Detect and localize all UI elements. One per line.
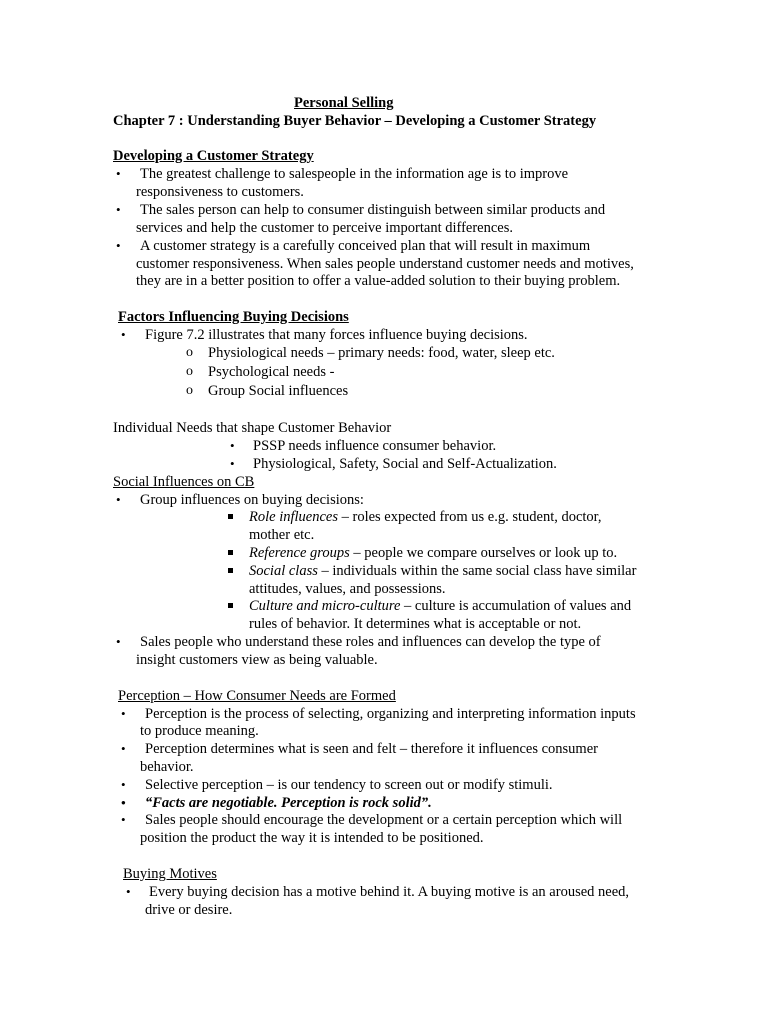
- circle-bullet-icon: o: [186, 383, 193, 398]
- bullet-icon: •: [230, 456, 235, 471]
- paragraph-line: position the product the way it is intended to be positioned.: [140, 830, 484, 846]
- paragraph-line: insight customers view as being valuable.: [136, 652, 378, 668]
- bullet-icon: •: [116, 202, 121, 217]
- paragraph-line: Perception determines what is seen and felt – therefore it influences consumer: [145, 741, 598, 757]
- heading-buying-factors: Factors Influencing Buying Decisions: [118, 309, 349, 325]
- circle-bullet-icon: o: [186, 345, 193, 360]
- influence-item: Reference groups – people we compare ourselves or look up to.: [249, 545, 618, 561]
- paragraph-line: Every buying decision has a motive behind it. A buying motive is an aroused need,: [149, 884, 630, 900]
- bullet-icon: •: [121, 795, 126, 810]
- paragraph-line: services and help the customer to perceive important differences.: [136, 220, 513, 236]
- bullet-icon: •: [126, 884, 131, 899]
- paragraph-line: responsiveness to customers.: [136, 184, 304, 200]
- influence-item: Social class – individuals within the same social class have similar: [249, 563, 637, 579]
- bullet-icon: •: [116, 238, 121, 253]
- paragraph-line: Group influences on buying decisions:: [140, 492, 364, 508]
- paragraph-line: they are in a better position to offer a value-added solution to their buying problem.: [136, 273, 621, 289]
- paragraph-line: customer responsiveness. When sales people understand customer needs and motives,: [136, 256, 634, 272]
- heading-customer-strategy: Developing a Customer Strategy: [113, 148, 314, 164]
- paragraph-line: Selective perception – is our tendency to screen out or modify stimuli.: [145, 777, 553, 793]
- bullet-icon: •: [121, 777, 126, 792]
- paragraph-line: Physiological, Safety, Social and Self-Actualization.: [253, 456, 557, 472]
- influence-item-cont: mother etc.: [249, 527, 315, 543]
- paragraph-line: Perception is the process of selecting, organizing and interpreting information inputs: [145, 706, 636, 722]
- quote-line: “Facts are negotiable. Perception is rock solid”.: [145, 795, 432, 811]
- paragraph-line: PSSP needs influence consumer behavior.: [253, 438, 497, 454]
- paragraph-line: Sales people should encourage the development or a certain perception which will: [145, 812, 623, 828]
- influence-item-cont: rules of behavior. It determines what is acceptable or not.: [249, 616, 582, 632]
- influence-item-cont: attitudes, values, and possessions.: [249, 581, 446, 597]
- heading-buying-motives: Buying Motives: [123, 866, 217, 882]
- paragraph-line: A customer strategy is a carefully conceived plan that will result in maximum: [140, 238, 591, 254]
- sub-item: Group Social influences: [208, 383, 349, 399]
- paragraph-line: The greatest challenge to salespeople in the information age is to improve: [140, 166, 569, 182]
- bullet-icon: •: [121, 327, 126, 342]
- sub-item: Physiological needs – primary needs: food, water, sleep etc.: [208, 345, 555, 361]
- document-title: Personal Selling: [294, 95, 394, 111]
- heading-individual-needs: Individual Needs that shape Customer Behavior: [113, 420, 392, 436]
- sub-item: Psychological needs -: [208, 364, 335, 380]
- square-bullet-icon: [228, 603, 233, 608]
- bullet-icon: •: [121, 741, 126, 756]
- bullet-icon: •: [121, 812, 126, 827]
- bullet-icon: •: [230, 438, 235, 453]
- bullet-icon: •: [116, 492, 121, 507]
- heading-social-influences: Social Influences on CB: [113, 474, 255, 490]
- paragraph-line: to produce meaning.: [140, 723, 259, 739]
- paragraph-line: drive or desire.: [145, 902, 233, 918]
- influence-item: Role influences – roles expected from us e.g. student, doctor,: [249, 509, 602, 525]
- bullet-icon: •: [116, 634, 121, 649]
- paragraph-line: Sales people who understand these roles and influences can develop the type of: [140, 634, 601, 650]
- square-bullet-icon: [228, 568, 233, 573]
- bullet-icon: •: [116, 166, 121, 181]
- paragraph-line: behavior.: [140, 759, 194, 775]
- paragraph-line: Figure 7.2 illustrates that many forces influence buying decisions.: [145, 327, 528, 343]
- heading-perception: Perception – How Consumer Needs are Formed: [118, 688, 396, 704]
- square-bullet-icon: [228, 550, 233, 555]
- influence-item: Culture and micro-culture – culture is accumulation of values and: [249, 598, 632, 614]
- bullet-icon: •: [121, 706, 126, 721]
- paragraph-line: The sales person can help to consumer distinguish between similar products and: [140, 202, 606, 218]
- chapter-heading: Chapter 7 : Understanding Buyer Behavior – Developing a Customer Strategy: [113, 113, 597, 129]
- square-bullet-icon: [228, 514, 233, 519]
- circle-bullet-icon: o: [186, 364, 193, 379]
